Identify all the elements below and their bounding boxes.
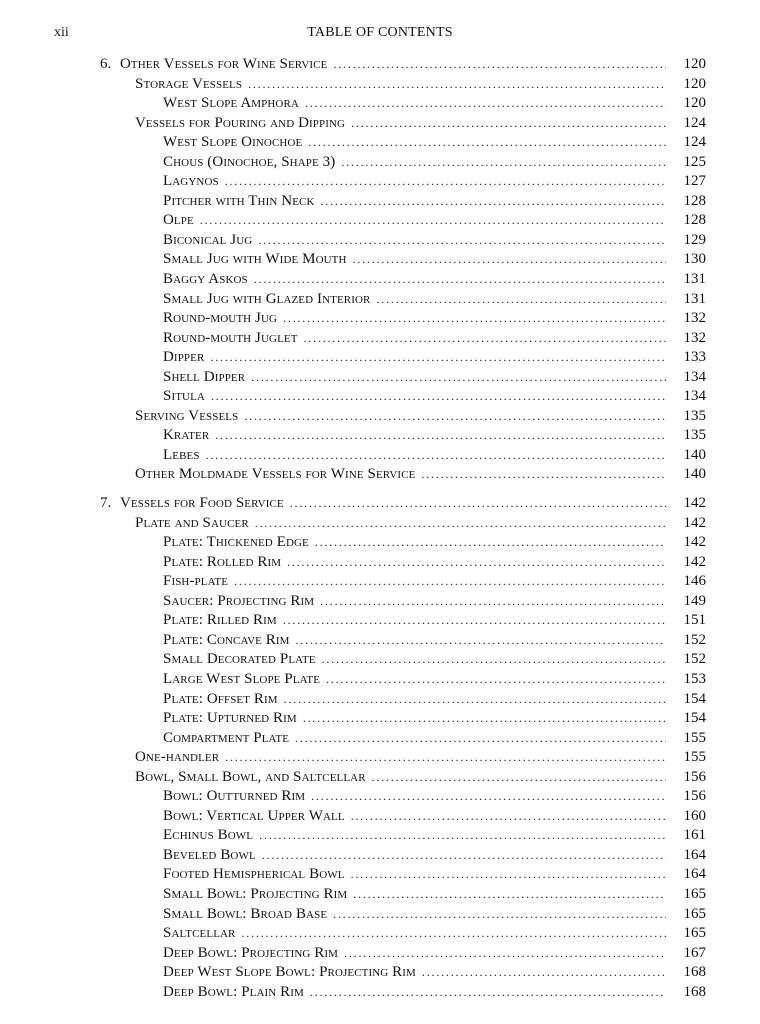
toc-entry [0,573,760,593]
dot-leader [351,115,666,132]
page-number: xii [54,25,69,40]
dot-leader [211,388,666,405]
dot-leader [322,651,666,668]
dot-leader [244,408,666,425]
toc-entry-page: 154 [683,710,706,727]
dot-leader [242,925,667,942]
dot-leader [321,193,667,210]
toc-entry-title: Plate: Concave Rim [163,631,290,648]
toc-entry [0,651,760,671]
dot-leader [422,964,666,981]
toc-entry [0,251,760,271]
toc-entry-page: 156 [683,768,706,785]
toc-entry-label [0,330,298,347]
toc-entry-page: 140 [683,446,706,463]
toc-entry-label [0,749,219,766]
toc-entry-title: Plate: Upturned Rim [163,710,297,727]
toc-entry-page: 152 [683,651,706,668]
toc-entry-page: 129 [683,231,706,248]
toc-entry-title: Bowl, Small Bowl, and Saltcellar [135,768,366,785]
toc-entry-label [0,232,252,249]
toc-entry-title: Small Bowl: Broad Base [163,905,328,922]
toc-entry-page: 164 [683,846,706,863]
toc-entry-page: 155 [683,729,706,746]
toc-entry-page: 155 [683,749,706,766]
toc-entry-title: Large West Slope Plate [163,670,321,687]
toc-entry [0,466,760,486]
toc-entry-page: 142 [683,514,706,531]
toc-entry [0,349,760,369]
toc-entry [0,173,760,193]
toc-entry-label [0,573,228,590]
toc-entry-title: Fish-plate [163,573,229,590]
toc-entry-label [0,866,345,883]
toc-entry-label [0,593,314,610]
toc-entry-title: Plate and Saucer [135,514,249,531]
toc-entry [0,964,760,984]
toc-entry [0,945,760,965]
toc-entry [0,593,760,613]
toc-entry-label [0,906,327,923]
toc-entry-title: Plate: Rilled Rim [163,612,277,629]
dot-leader [304,330,666,347]
toc-entry [0,95,760,115]
dot-leader [351,866,666,883]
toc-entry-page: 134 [683,388,706,405]
toc-entry-title: Bowl: Vertical Upper Wall [163,807,345,824]
toc-entry-title: Lagynos [163,173,219,190]
toc-entry-page: 128 [683,212,706,229]
toc-entry-page: 130 [683,251,706,268]
toc-entry-label [0,369,245,386]
toc-entry [0,808,760,828]
toc-entry-label [0,612,277,629]
toc-entry-title: Deep West Slope Bowl: Projecting Rim [163,964,416,981]
toc-entry [0,232,760,252]
toc-entry-page: 135 [683,427,706,444]
toc-entry-label [0,349,204,366]
toc-entry-label [0,76,242,93]
toc-entry-title: Lebes [163,446,200,463]
dot-leader [248,76,666,93]
toc-entry [0,115,760,135]
dot-leader [320,593,666,610]
toc-entry-label [0,886,347,903]
running-head: TABLE OF CONTENTS [307,25,453,40]
dot-leader [206,447,666,464]
toc-entry-label [0,212,194,229]
toc-entry-label [0,710,297,727]
toc-entry [0,369,760,389]
toc-entry-label [0,447,200,464]
toc-entry-page: 165 [683,905,706,922]
dot-leader [290,495,666,512]
toc-entry [0,408,760,428]
toc-entry-page: 165 [683,925,706,942]
toc-entry-title: One-handler [135,749,220,766]
toc-entry-page: 140 [683,466,706,483]
toc-entry-title: Beveled Bowl [163,846,256,863]
toc-entry-title: Olpe [163,212,194,229]
toc-entry-title: West Slope Amphora [163,95,299,112]
toc-entry-label [0,769,366,786]
toc-entry [0,56,760,76]
toc-entry-label [0,632,290,649]
table-of-contents [0,56,760,1003]
toc-entry-page: 153 [683,670,706,687]
toc-entry-label [0,515,249,532]
toc-entry-label [0,847,256,864]
toc-entry-title: Footed Hemispherical Bowl [163,866,345,883]
toc-entry-title: Saltcellar [163,925,236,942]
toc-entry-page: 133 [683,349,706,366]
dot-leader [215,427,666,444]
dot-leader [210,349,666,366]
toc-entry-title: Small Jug with Glazed Interior [163,290,371,307]
toc-entry-label [0,808,345,825]
dot-leader [234,573,666,590]
toc-entry [0,749,760,769]
dot-leader [344,945,666,962]
toc-entry-label [0,115,345,132]
toc-entry-page: 131 [683,271,706,288]
toc-entry-label [0,193,315,210]
toc-entry-label [0,134,302,151]
toc-entry-title: Vessels for Pouring and Dipping [135,114,346,131]
dot-leader [296,632,666,649]
toc-entry-page: 154 [683,690,706,707]
toc-entry [0,271,760,291]
toc-entry-title: Shell Dipper [163,368,246,385]
toc-entry-label [0,388,205,405]
toc-entry-page: 151 [683,612,706,629]
toc-entry-title: Small Bowl: Projecting Rim [163,885,348,902]
toc-entry-title: Chous (Oinochoe, Shape 3) [163,153,336,170]
toc-entry [0,515,760,535]
toc-entry-title: Bowl: Outturned Rim [163,788,306,805]
toc-entry [0,554,760,574]
toc-entry-page: 142 [683,553,706,570]
toc-entry-label [0,945,338,962]
toc-entry [0,154,760,174]
toc-entry-title: Serving Vessels [135,407,239,424]
toc-entry-label [0,95,299,112]
toc-entry-page: 167 [683,944,706,961]
toc-entry-label [0,427,209,444]
toc-entry [0,495,760,515]
toc-entry-label [0,984,304,1001]
dot-leader [333,906,666,923]
dot-leader [315,534,666,551]
toc-entry-title: Deep Bowl: Plain Rim [163,983,304,1000]
toc-entry-title: Other Vessels for Wine Service [120,56,328,72]
toc-entry-title: Compartment Plate [163,729,290,746]
dot-leader [353,251,666,268]
toc-entry-page: 161 [683,827,706,844]
dot-leader [284,691,666,708]
toc-entry-title: Plate: Thickened Edge [163,534,309,551]
toc-entry [0,886,760,906]
toc-entry [0,847,760,867]
toc-entry-title: Krater [163,427,210,444]
toc-entry-label [0,291,370,308]
toc-entry-label [0,691,278,708]
toc-entry [0,212,760,232]
dot-leader [303,710,666,727]
toc-entry-label [0,271,248,288]
dot-leader [200,212,666,229]
toc-entry [0,612,760,632]
toc-entry-page: 142 [683,534,706,551]
toc-entry [0,691,760,711]
toc-entry-title: Small Decorated Plate [163,651,316,668]
toc-entry [0,134,760,154]
dot-leader [376,291,666,308]
toc-entry-label [0,964,416,981]
dot-leader [262,847,666,864]
toc-entry-page: 168 [683,964,706,981]
toc-entry-title: West Slope Oinochoe [163,134,303,151]
toc-entry-title: Plate: Rolled Rim [163,553,282,570]
toc-entry-title: Deep Bowl: Projecting Rim [163,944,339,961]
toc-entry [0,447,760,467]
dot-leader [295,730,666,747]
toc-entry-label [0,788,305,805]
toc-entry-label [0,671,320,688]
toc-entry [0,710,760,730]
dot-leader [351,808,666,825]
dot-leader [259,827,666,844]
toc-entry [0,671,760,691]
toc-entry-page: 160 [683,807,706,824]
dot-leader [421,466,666,483]
toc-entry [0,534,760,554]
dot-leader [326,671,666,688]
dot-leader [283,612,666,629]
toc-entry-label [0,408,238,425]
toc-entry-title: Round-mouth Jug [163,310,278,327]
dot-leader [287,554,666,571]
toc-entry-page: 127 [683,173,706,190]
toc-entry-page: 168 [683,983,706,1000]
dot-leader [311,788,666,805]
toc-entry [0,827,760,847]
toc-entry [0,788,760,808]
toc-entry-title: Pitcher with Thin Neck [163,192,315,209]
toc-entry-page: 132 [683,329,706,346]
toc-entry-page: 125 [683,153,706,170]
toc-entry-page: 165 [683,885,706,902]
toc-entry [0,330,760,350]
chapter-number: 6. [100,56,112,72]
toc-entry-title: Saucer: Projecting Rim [163,592,315,609]
chapter-number: 7. [100,495,112,512]
toc-entry-label [0,730,289,747]
toc-entry-label [0,534,309,551]
toc-entry-title: Baggy Askos [163,271,248,288]
toc-entry-label [0,651,316,668]
toc-entry-label [0,495,284,512]
toc-entry [0,388,760,408]
dot-leader [283,310,666,327]
dot-leader [372,769,666,786]
dot-leader [225,173,666,190]
dot-leader [353,886,666,903]
dot-leader [341,154,666,171]
dot-leader [255,515,666,532]
dot-leader [258,232,666,249]
toc-entry [0,866,760,886]
toc-entry-page: 124 [683,114,706,131]
toc-entry-title: Storage Vessels [135,75,243,92]
toc-entry-label [0,173,219,190]
toc-entry [0,984,760,1004]
toc-entry-label [0,554,281,571]
toc-entry-label [0,466,415,483]
toc-entry-page: 146 [683,573,706,590]
toc-entry-label [0,827,253,844]
toc-entry-page: 120 [683,56,706,72]
toc-entry-title: Echinus Bowl [163,827,254,844]
dot-leader [251,369,666,386]
dot-leader [225,749,666,766]
toc-entry-title: Other Moldmade Vessels for Wine Service [135,466,416,483]
dot-leader [310,984,666,1001]
toc-entry [0,291,760,311]
toc-entry-page: 156 [683,788,706,805]
toc-entry-page: 152 [683,631,706,648]
toc-entry [0,730,760,750]
dot-leader [308,134,666,151]
toc-entry-label [0,310,277,327]
toc-entry-title: Biconical Jug [163,231,253,248]
toc-entry-title: Dipper [163,349,205,366]
toc-entry-title: Plate: Offset Rim [163,690,278,707]
toc-entry-label [0,925,236,942]
toc-entry [0,632,760,652]
toc-entry [0,769,760,789]
toc-entry-page: 135 [683,407,706,424]
toc-entry-page: 149 [683,592,706,609]
toc-entry [0,906,760,926]
toc-entry-page: 131 [683,290,706,307]
toc-entry-page: 134 [683,368,706,385]
toc-entry [0,310,760,330]
toc-entry-title: Situla [163,388,205,405]
dot-leader [254,271,666,288]
toc-entry-title: Small Jug with Wide Mouth [163,251,347,268]
toc-entry-title: Round-mouth Juglet [163,329,298,346]
toc-entry-page: 128 [683,192,706,209]
toc-entry [0,193,760,213]
toc-entry-page: 120 [683,95,706,112]
toc-entry-label [0,251,347,268]
dot-leader [333,56,666,73]
toc-entry-label [0,56,327,73]
toc-entry [0,76,760,96]
toc-entry-page: 124 [683,134,706,151]
toc-entry-page: 164 [683,866,706,883]
toc-entry-page: 132 [683,310,706,327]
toc-entry-title: Vessels for Food Service [120,495,284,512]
toc-entry-label [0,154,335,171]
dot-leader [305,95,666,112]
toc-entry [0,427,760,447]
toc-entry-page: 142 [683,495,706,512]
toc-entry [0,925,760,945]
toc-entry-page: 120 [683,75,706,92]
